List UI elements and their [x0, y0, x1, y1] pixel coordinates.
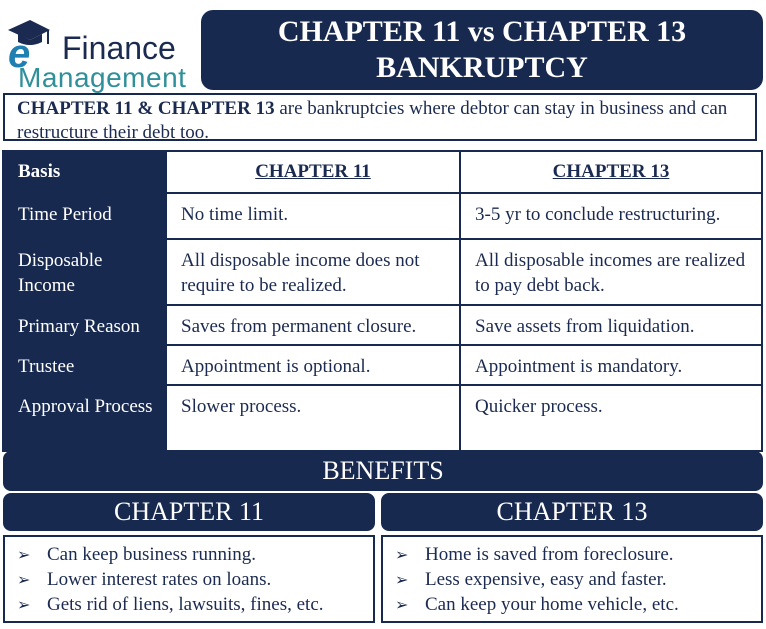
- table-row: [3, 193, 762, 239]
- benefits-chapter-13-heading: [381, 493, 763, 531]
- intro-box: [3, 93, 757, 141]
- header-chapter-11: CHAPTER 11: [166, 151, 460, 193]
- arrow-bullet-icon: ➢: [395, 595, 409, 614]
- intro-text: are bankruptcies where debtor can stay in business and can restructure their debt too.: [17, 98, 728, 143]
- logo-management: Management: [18, 62, 187, 93]
- list-item: [17, 592, 373, 617]
- arrow-bullet-icon: ➢: [17, 570, 31, 589]
- row-chapter-13: 3-5 yr to conclude restructuring.: [460, 193, 762, 239]
- table-row: [3, 385, 762, 451]
- benefits-banner: [3, 451, 763, 491]
- list-item-text: Home is saved from foreclosure.: [425, 544, 674, 565]
- row-chapter-11: No time limit.: [166, 193, 460, 239]
- row-chapter-11: Saves from permanent closure.: [166, 305, 460, 345]
- benefits-chapter-13-list: [381, 535, 763, 623]
- row-basis: Primary Reason: [3, 305, 166, 345]
- logo-e: e: [8, 32, 31, 76]
- list-item-text: Less expensive, easy and faster.: [425, 569, 667, 590]
- row-chapter-11: Slower process.: [166, 385, 460, 451]
- list-item-text: Can keep business running.: [47, 544, 256, 565]
- benefits-chapter-11-heading: [3, 493, 375, 531]
- arrow-bullet-icon: ➢: [17, 545, 31, 564]
- row-chapter-11: Appointment is optional.: [166, 345, 460, 385]
- row-basis: Time Period: [3, 193, 166, 239]
- row-chapter-13: Quicker process.: [460, 385, 762, 451]
- logo-finance: Finance: [62, 30, 176, 66]
- list-item: [17, 567, 373, 592]
- benefits-title: BENEFITS: [322, 456, 444, 485]
- header-basis: Basis: [3, 151, 166, 193]
- row-basis: Disposable Income: [3, 239, 166, 305]
- row-basis: Approval Process: [3, 385, 166, 451]
- benefits-chapter-13-title: CHAPTER 13: [496, 497, 648, 526]
- arrow-bullet-icon: ➢: [395, 545, 409, 564]
- table-row: [3, 345, 762, 385]
- table-header-row: [3, 151, 762, 193]
- arrow-bullet-icon: ➢: [17, 595, 31, 614]
- logo: [0, 6, 200, 93]
- row-chapter-13: All disposable incomes are realized to pay debt back.: [460, 239, 762, 305]
- title-banner: [201, 10, 763, 90]
- list-item: [395, 542, 761, 567]
- benefits-chapter-11-list: [3, 535, 375, 623]
- table-row: [3, 239, 762, 305]
- list-item: [395, 567, 761, 592]
- row-chapter-13: Save assets from liquidation.: [460, 305, 762, 345]
- row-basis: Trustee: [3, 345, 166, 385]
- header-chapter-13: CHAPTER 13: [460, 151, 762, 193]
- row-chapter-13: Appointment is mandatory.: [460, 345, 762, 385]
- list-item-text: Lower interest rates on loans.: [47, 569, 272, 590]
- row-chapter-11: All disposable income does not require to be realized.: [166, 239, 460, 305]
- list-item-text: Can keep your home vehicle, etc.: [425, 594, 679, 615]
- arrow-bullet-icon: ➢: [395, 570, 409, 589]
- page-title: CHAPTER 11 vs CHAPTER 13 BANKRUPTCY: [277, 15, 687, 84]
- list-item: [395, 592, 761, 617]
- comparison-table: [2, 150, 763, 452]
- list-item-text: Gets rid of liens, lawsuits, fines, etc.: [47, 594, 324, 615]
- intro-bold: CHAPTER 11 & CHAPTER 13: [17, 98, 275, 119]
- table-row: [3, 305, 762, 345]
- benefits-chapter-11-title: CHAPTER 11: [114, 497, 264, 526]
- list-item: [17, 542, 373, 567]
